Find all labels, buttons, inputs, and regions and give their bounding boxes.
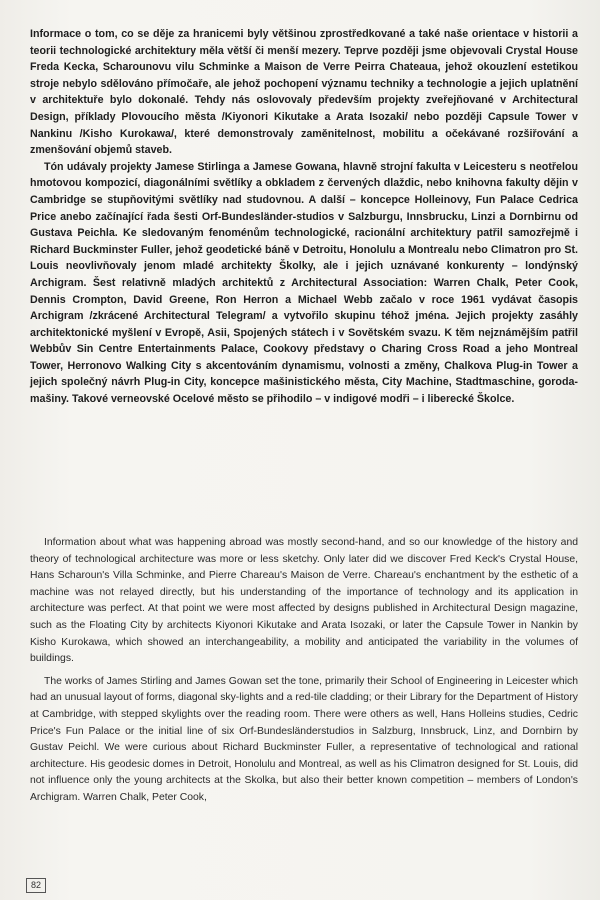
english-paragraph-1: Information about what was happening abroad was mostly second-hand, and so our knowledge of the history and theory of technological architecture was more or less sketchy. Only later did we discover Fred Keck's Crystal House, Hans Scharoun's Villa Schminke, and Pierre Chareau's Maison de Verre. Chareau's enchantment by the esthetic of a machine was not relayed directly, but his understanding of the importance of technology and its application in architecture was perfect. At that point we were most affected by designs published in Architectural Design magazine, such as the Floating City by architects Kiyonori Kikutake and Arata Isozaki, or later the Capsule Tower in Nankin by Kisho Kurokawa, which showed an interchangeability, a mobility and anticipated the variability in the volumes of buildings. xyxy=(30,537,578,665)
czech-text-block xyxy=(30,26,578,408)
czech-paragraph-2: Tón udávaly projekty Jamese Stirlinga a Jamese Gowana, hlavně strojní fakulta v Leicesteru s neotřelou hmotovou kompozicí, diagonálními světlíky a obkladem z červených dlaždic, nebo knihovna fakulty dějin v Cambridge se stupňovitými světlíky nad studovnou. A další – koncepce Holleinovy, Fun Palace Cedrica Price anebo začínající řada šesti Orf-Bundesländer-studios v Salzburgu, Innsbrucku, Linzi a Dornbirnu od Gustava Peichla. Ke sledovaným fenoménům technologické, racionální architektury patřil samozřejmě i Richard Buckminster Fuller, jehož geodetické báně v Detroitu, Honolulu a Montrealu nebo Climatron pro St. Louis neovlivňovaly jenom mladé architekty Školky, ale i jejich uznávané konkurenty – londýnský Archigram. Šest relativně mladých architektů z Architectural Association: Warren Chalk, Peter Cook, Dennis Crompton, David Greene, Ron Herron a Michael Webb začalo v roce 1961 vydávat časopis Archigram /zkrácené Architectural Telegram/ a vytvořilo skupinu téhož jména. Jejich projekty zasáhly architektonické myšlení v Evropě, Asii, Spojených státech i v Sovětském svazu. K těm nejznámějším patřil Webbův Sin Centre Entertainments Palace, Cookovy představy o Charing Cross Road a jeho Montreal Tower, Herronovo Walking City s akcentováním dynamismu, volnosti a změny, Chalkova Plug-in Tower a jejich společný návrh Plug-in City, koncepce mašinistického města, City Machine, Stadtmaschine, goroda-mašiny. Takové verneovské Ocelové město se přihodilo – v indigové modři – i liberecké Školce. xyxy=(30,160,578,406)
page-number: 82 xyxy=(26,878,46,893)
english-text-block xyxy=(30,535,578,807)
czech-paragraph-1: Informace o tom, co se děje za hranicemi byly většinou zprostředkované a také naše orientace v historii a teorii technologické architektury měla větší či menší mezery. Teprve později jsme objevovali Crystal House Freda Kecka, Scharounovu vilu Schminke a Maison de Verre Peirra Chateaua, jehož okouzlení estetikou stroje nebylo sdělováno přímočaře, ale jehož pochopení významu techniky a technologie a jejich uplatnění v architektuře bylo dokonalé. Tehdy nás oslovovaly především projekty zveřejňované v Architectural Design, příklady Plovoucího města /Kiyonori Kikutake a Arata Isozaki/ nebo později Capsule Tower v Nankinu /Kisho Kurokawa/, které demonstrovaly zaměnitelnost, mobilitu a očekávané rozšiřování a zmenšování objemů staveb. xyxy=(30,28,578,157)
english-paragraph-2: The works of James Stirling and James Gowan set the tone, primarily their School of Engineering in Leicester which had an unusual layout of forms, diagonal sky-lights and a red-tile cladding; or their Library for the Department of History at Cambridge, with stepped skylights over the reading room. There were others as well, Hans Holleins studies, Cedric Price's Fun Palace or the initial line of six Orf-Bundesländerstudios in Salzburg, Innsbruck, Linz, and Dornbirn by Gustav Peichl. We were curious about Richard Buckminster Fuller, a representative of technological and rational architecture. His geodesic domes in Detroit, Honolulu and Montreal, as well as his Climatron designed for St. Louis, did not influence only the young architects at the Skolka, but also their better known competition – members of London's Archigram. Warren Chalk, Peter Cook, xyxy=(30,675,578,803)
